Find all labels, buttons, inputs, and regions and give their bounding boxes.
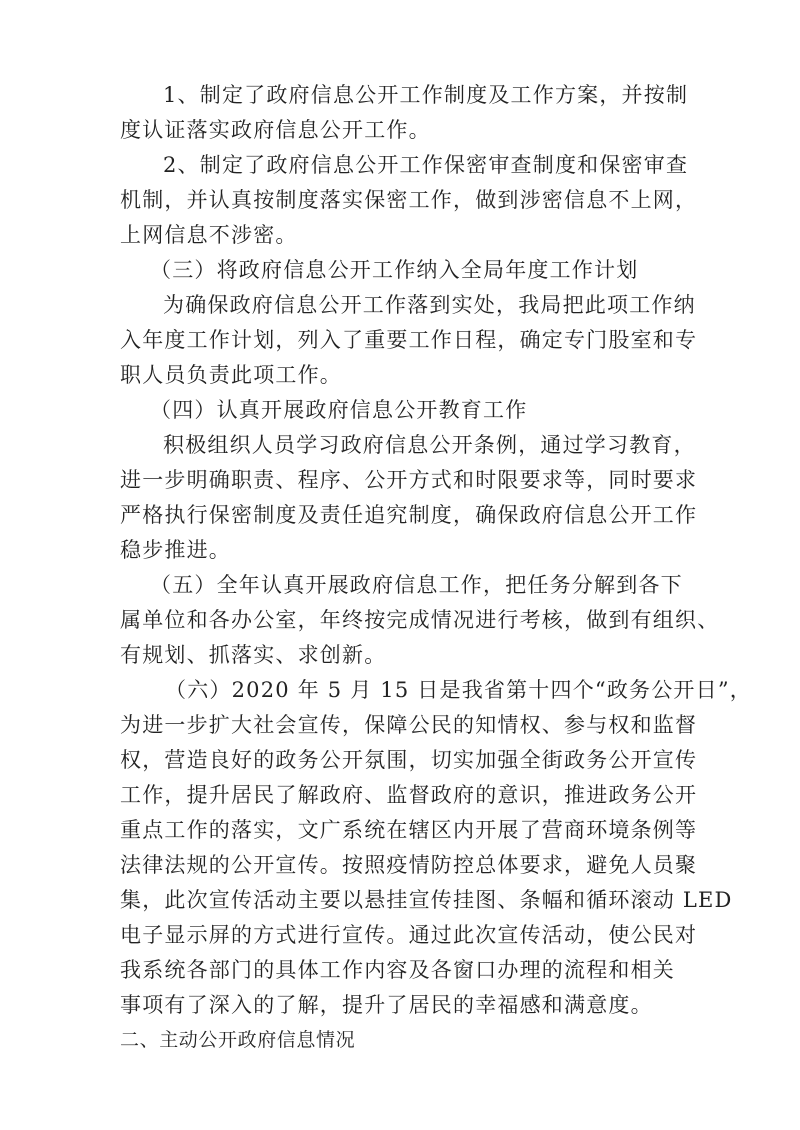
paragraph-4-line-1: 积极组织人员学习政府信息公开条例，通过学习教育， — [163, 433, 696, 457]
paragraph-6-line-5: 重点工作的落实，文广系统在辖区内开展了营商环境条例等 — [120, 818, 698, 842]
paragraph-4-line-2: 进一步明确职责、程序、公开方式和时限要求等，同时要求 — [120, 468, 698, 492]
paragraph-6-line-4: 工作，提升居民了解政府、监督政府的意识，推进政务公开 — [120, 783, 698, 807]
paragraph-6-line-1: （六）2020 年 5 月 15 日是我省第十四个“政务公开日”， — [165, 678, 752, 702]
paragraph-2-line-1: 2、制定了政府信息公开工作保密审查制度和保密审查 — [163, 153, 689, 177]
paragraph-2-line-3: 上网信息不涉密。 — [120, 223, 298, 247]
paragraph-1-line-1: 1、制定了政府信息公开工作制度及工作方案，并按制 — [163, 83, 689, 107]
paragraph-3-line-2: 入年度工作计划，列入了重要工作日程，确定专门股室和专 — [120, 328, 698, 352]
paragraph-6-line-6: 法律法规的公开宣传。按照疫情防控总体要求，避免人员聚 — [120, 853, 698, 877]
paragraph-6-line-7: 集，此次宣传活动主要以悬挂宣传挂图、条幅和循环滚动 LED — [120, 888, 733, 912]
paragraph-4-line-3: 严格执行保密制度及责任追究制度，确保政府信息公开工作 — [120, 503, 698, 527]
paragraph-4-line-4: 稳步推进。 — [120, 538, 231, 562]
paragraph-5-line-3: 有规划、抓落实、求创新。 — [120, 643, 387, 667]
paragraph-6-line-2: 为进一步扩大社会宣传，保障公民的知情权、参与权和监督 — [120, 713, 698, 737]
section-2-heading: 二、主动公开政府信息情况 — [120, 1029, 356, 1051]
section-4-heading: （四）认真开展政府信息公开教育工作 — [150, 398, 528, 422]
paragraph-5-line-2: 属单位和各办公室，年终按完成情况进行考核，做到有组织、 — [120, 608, 720, 632]
paragraph-6-line-8: 电子显示屏的方式进行宣传。通过此次宣传活动，使公民对 — [120, 923, 698, 947]
paragraph-6-line-9: 我系统各部门的具体工作内容及各窗口办理的流程和相关 — [120, 958, 675, 982]
paragraph-6-line-3: 权，营造良好的政务公开氛围，切实加强全街政务公开宣传 — [120, 748, 698, 772]
paragraph-3-line-3: 职人员负责此项工作。 — [120, 363, 342, 387]
paragraph-5-line-1: （五）全年认真开展政府信息工作，把任务分解到各下 — [150, 573, 683, 597]
paragraph-2-line-2: 机制，并认真按制度落实保密工作，做到涉密信息不上网， — [120, 188, 698, 212]
paragraph-1-line-2: 度认证落实政府信息公开工作。 — [120, 118, 431, 142]
paragraph-3-line-1: 为确保政府信息公开工作落到实处，我局把此项工作纳 — [163, 293, 696, 317]
paragraph-6-line-10: 事项有了深入的了解，提升了居民的幸福感和满意度。 — [120, 993, 653, 1017]
section-3-heading: （三）将政府信息公开工作纳入全局年度工作计划 — [150, 258, 639, 282]
